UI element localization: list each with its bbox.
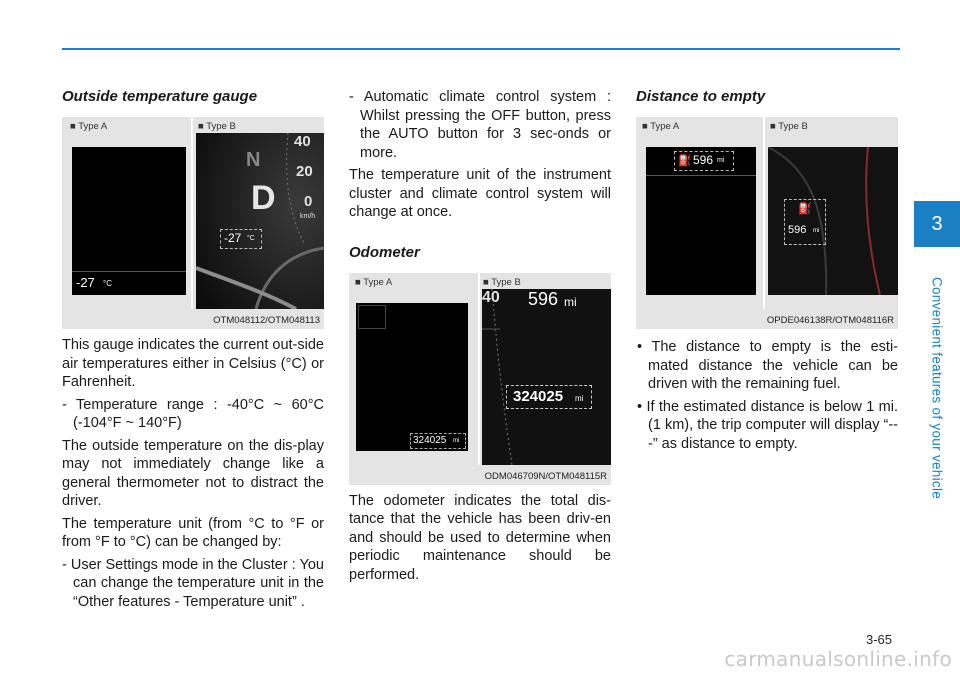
odometer-type-a-display: [356, 303, 468, 451]
watermark: carmanualsonline.info: [724, 647, 952, 671]
climate-control-paragraph: - Automatic climate control system : Whilst pressing the OFF button, press the AUTO button for 3 sec-onds or more.: [349, 89, 611, 161]
odometer-heading: Odometer: [349, 243, 420, 261]
dte-type-b-cluster: [768, 147, 898, 295]
dte-type-b-value: 596: [788, 224, 807, 236]
distance-to-empty-figure-caption: OPDE046138R/OTM048116R: [766, 315, 894, 326]
outside-temperature-figure: [62, 117, 324, 329]
unit-change-paragraph: The temperature unit of the instrument cluster and climate control system will change at once.: [349, 167, 611, 220]
dte-type-b-box: [784, 199, 826, 245]
column-left: [62, 88, 324, 611]
dte-type-a-value: 596: [693, 153, 714, 167]
type-b-temperature-unit: °C: [247, 235, 255, 242]
figure-divider: [478, 273, 480, 465]
odometer-type-b-unit: mi: [575, 393, 584, 403]
odometer-paragraph: The odometer indicates the total dis-tance that the vehicle has been driv-en and should be used to determine when periodic maintenance should be performed.: [349, 492, 611, 583]
outside-temp-paragraph-4: The temperature unit (from °C to °F or from °F to °C) can be changed by:: [62, 515, 324, 550]
figure-divider: [763, 117, 765, 309]
odometer-gauge-graphic: [482, 289, 611, 465]
odometer-type-b-cluster: [482, 289, 611, 465]
distance-to-empty-figure: [636, 117, 898, 329]
odometer-dte-value: 596: [528, 288, 559, 309]
odometer-dte-unit: mi: [564, 294, 577, 309]
odometer-figure: [349, 273, 611, 485]
odometer-speed-tick-40: 40: [482, 288, 500, 306]
odometer-type-a-unit: mi: [453, 437, 460, 444]
fig-type-b-label: ■ Type B: [770, 121, 808, 132]
outside-temp-paragraph-1: This gauge indicates the current out-side air temperatures either in Celsius (°C) or Fahrenheit.: [62, 337, 324, 390]
dte-bullet-2: • If the estimated distance is below 1 mi. (1 km), the trip computer will display “---” as distance to empty.: [637, 398, 898, 452]
dte-type-a-unit: mi: [717, 157, 725, 164]
odometer-type-b-value: 324025: [513, 387, 564, 405]
odometer-figure-caption: ODM046709N/OTM048115R: [484, 470, 607, 482]
chapter-title: Convenient features of your vehicle: [929, 276, 945, 500]
odometer-type-a-value: 324025: [413, 434, 447, 446]
outside-temperature-heading: Outside temperature gauge: [62, 88, 258, 105]
fuel-pump-icon: ⛽: [678, 155, 692, 167]
outside-temp-paragraph-3: The outside temperature on the dis-play may not immediately change like a general thermometer not to distract the driver.: [62, 437, 324, 509]
speed-tick-20: 20: [296, 163, 313, 180]
outside-temp-range: - Temperature range : -40°C ~ 60°C (-104°F ~ 140°F): [62, 396, 324, 431]
dte-type-b-unit: mi: [813, 228, 820, 234]
type-a-temperature-value: -27: [76, 275, 95, 290]
gear-d-indicator: D: [251, 179, 276, 217]
chapter-tab: 3: [914, 201, 960, 247]
header-rule: [62, 48, 900, 50]
odometer-value-box: [506, 385, 592, 409]
dte-bullet-1: • The distance to empty is the esti-mated distance the vehicle can be driven with the remaining fuel.: [637, 339, 898, 392]
speed-tick-40: 40: [294, 133, 311, 150]
fig-type-a-label: ■ Type A: [70, 121, 108, 132]
gear-n-indicator: N: [246, 149, 261, 171]
type-a-temperature-unit: °C: [103, 279, 112, 288]
fig-type-a-label: ■ Type A: [355, 276, 393, 288]
speed-tick-0: 0: [304, 193, 313, 210]
column-middle: [349, 88, 611, 584]
speed-unit: km/h: [300, 213, 316, 220]
page-number: 3-65: [866, 632, 893, 647]
column-right: [636, 88, 898, 453]
figure-divider: [191, 117, 193, 309]
dte-type-a-display: [646, 147, 756, 295]
fig-type-b-label: ■ Type B: [198, 121, 236, 132]
type-a-display: [72, 147, 186, 295]
fig-type-a-label: ■ Type A: [642, 121, 680, 132]
type-b-cluster: [196, 133, 324, 309]
type-b-temperature-box: [220, 229, 262, 249]
outside-temp-paragraph-5: - User Settings mode in the Cluster : You can change the temperature unit in the “Other features - Temperature unit” .: [62, 556, 324, 610]
distance-to-empty-heading: Distance to empty: [636, 88, 766, 105]
type-b-temperature-value: -27: [224, 231, 242, 245]
fig-type-b-label: ■ Type B: [483, 276, 521, 288]
fuel-pump-icon: ⛽: [798, 203, 812, 215]
outside-temperature-figure-caption: OTM048112/OTM048113: [213, 315, 320, 326]
